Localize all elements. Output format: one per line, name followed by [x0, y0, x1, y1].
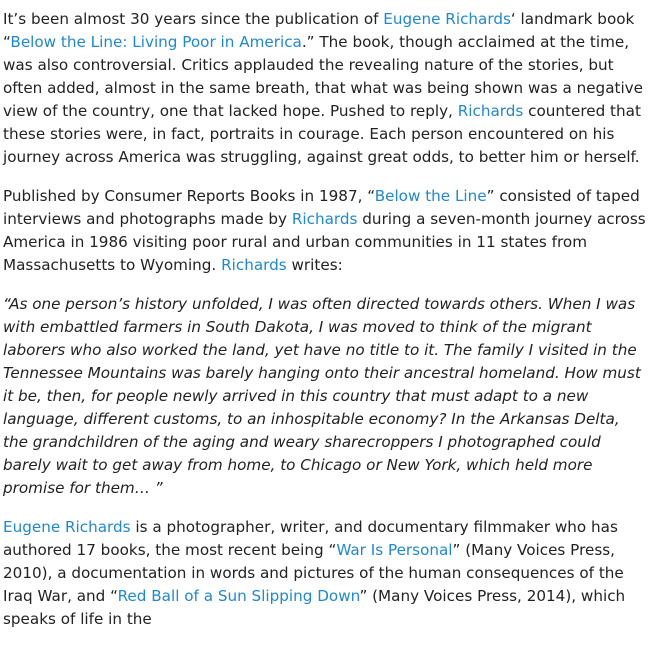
text-run: ” consisted of taped interviews and photographs made by [3, 187, 640, 228]
text-run: ‘ landmark book “ [3, 10, 635, 51]
text-run: during a seven-month journey across America in 1986 visiting poor rural and urban communities in 11 states from Massachusetts to Wyoming. [3, 210, 646, 274]
text-run: writes: [286, 256, 343, 274]
paragraph-publication [3, 185, 648, 277]
link-war-is-personal[interactable]: War Is Personal [336, 541, 453, 559]
link-below-the-line[interactable]: Below the Line [374, 187, 487, 205]
link-richards[interactable]: Richards [221, 256, 287, 274]
link-red-ball-of-a-sun[interactable]: Red Ball of a Sun Slipping Down [117, 587, 360, 605]
link-eugene-richards[interactable]: Eugene Richards [383, 10, 511, 28]
link-richards[interactable]: Richards [291, 210, 358, 228]
article-body [3, 8, 648, 647]
text-run: It’s been almost 30 years since the publication of [3, 10, 384, 28]
paragraph-bio [3, 516, 648, 631]
text-run: Published by Consumer Reports Books in 1987, “ [3, 187, 375, 205]
link-eugene-richards[interactable]: Eugene Richards [3, 518, 131, 536]
block-quote: “As one person’s history unfolded, I was often directed towards others. When I was with embattled farmers in South Dakota, I was moved to think of the migrant laborers who also worked the land, yet have no title to it. The family I visited in the Tennessee Mountains was barely hanging onto their ancestral homeland. How must it be, then, for people newly arrived in this country that must adapt to a new language, different customs, to an inhospitable economy? In the Arkansas Delta, the grandchildren of the aging and weary sharecroppers I photographed could barely wait to get away from home, to Chicago or New York, which held more promise for them… ” [3, 295, 641, 497]
text-run: ” (Many Voices Press, 2010), a documentation in words and pictures of the human consequences of the Iraq War, and “ [3, 541, 624, 605]
link-below-the-line-book[interactable]: Below the Line: Living Poor in America [10, 33, 302, 51]
text-run: countered that these stories were, in fact, portraits in courage. Each person encountered on his journey across America was struggling, against great odds, to better him or herself. [3, 102, 641, 166]
link-richards[interactable]: Richards [457, 102, 524, 120]
text-run: ” (Many Voices Press, 2014), which speaks of life in the [3, 587, 626, 628]
text-run: .” The book, though acclaimed at the time, was also controversial. Critics applauded the revealing nature of the stories, but often added, almost in the same breath, that what was being shown was a negative view of the country, one that lacked hope. Pushed to reply, [3, 33, 644, 120]
paragraph-intro [3, 8, 648, 169]
text-run: is a photographer, writer, and documentary filmmaker who has authored 17 books, the most recent being “ [3, 518, 618, 559]
